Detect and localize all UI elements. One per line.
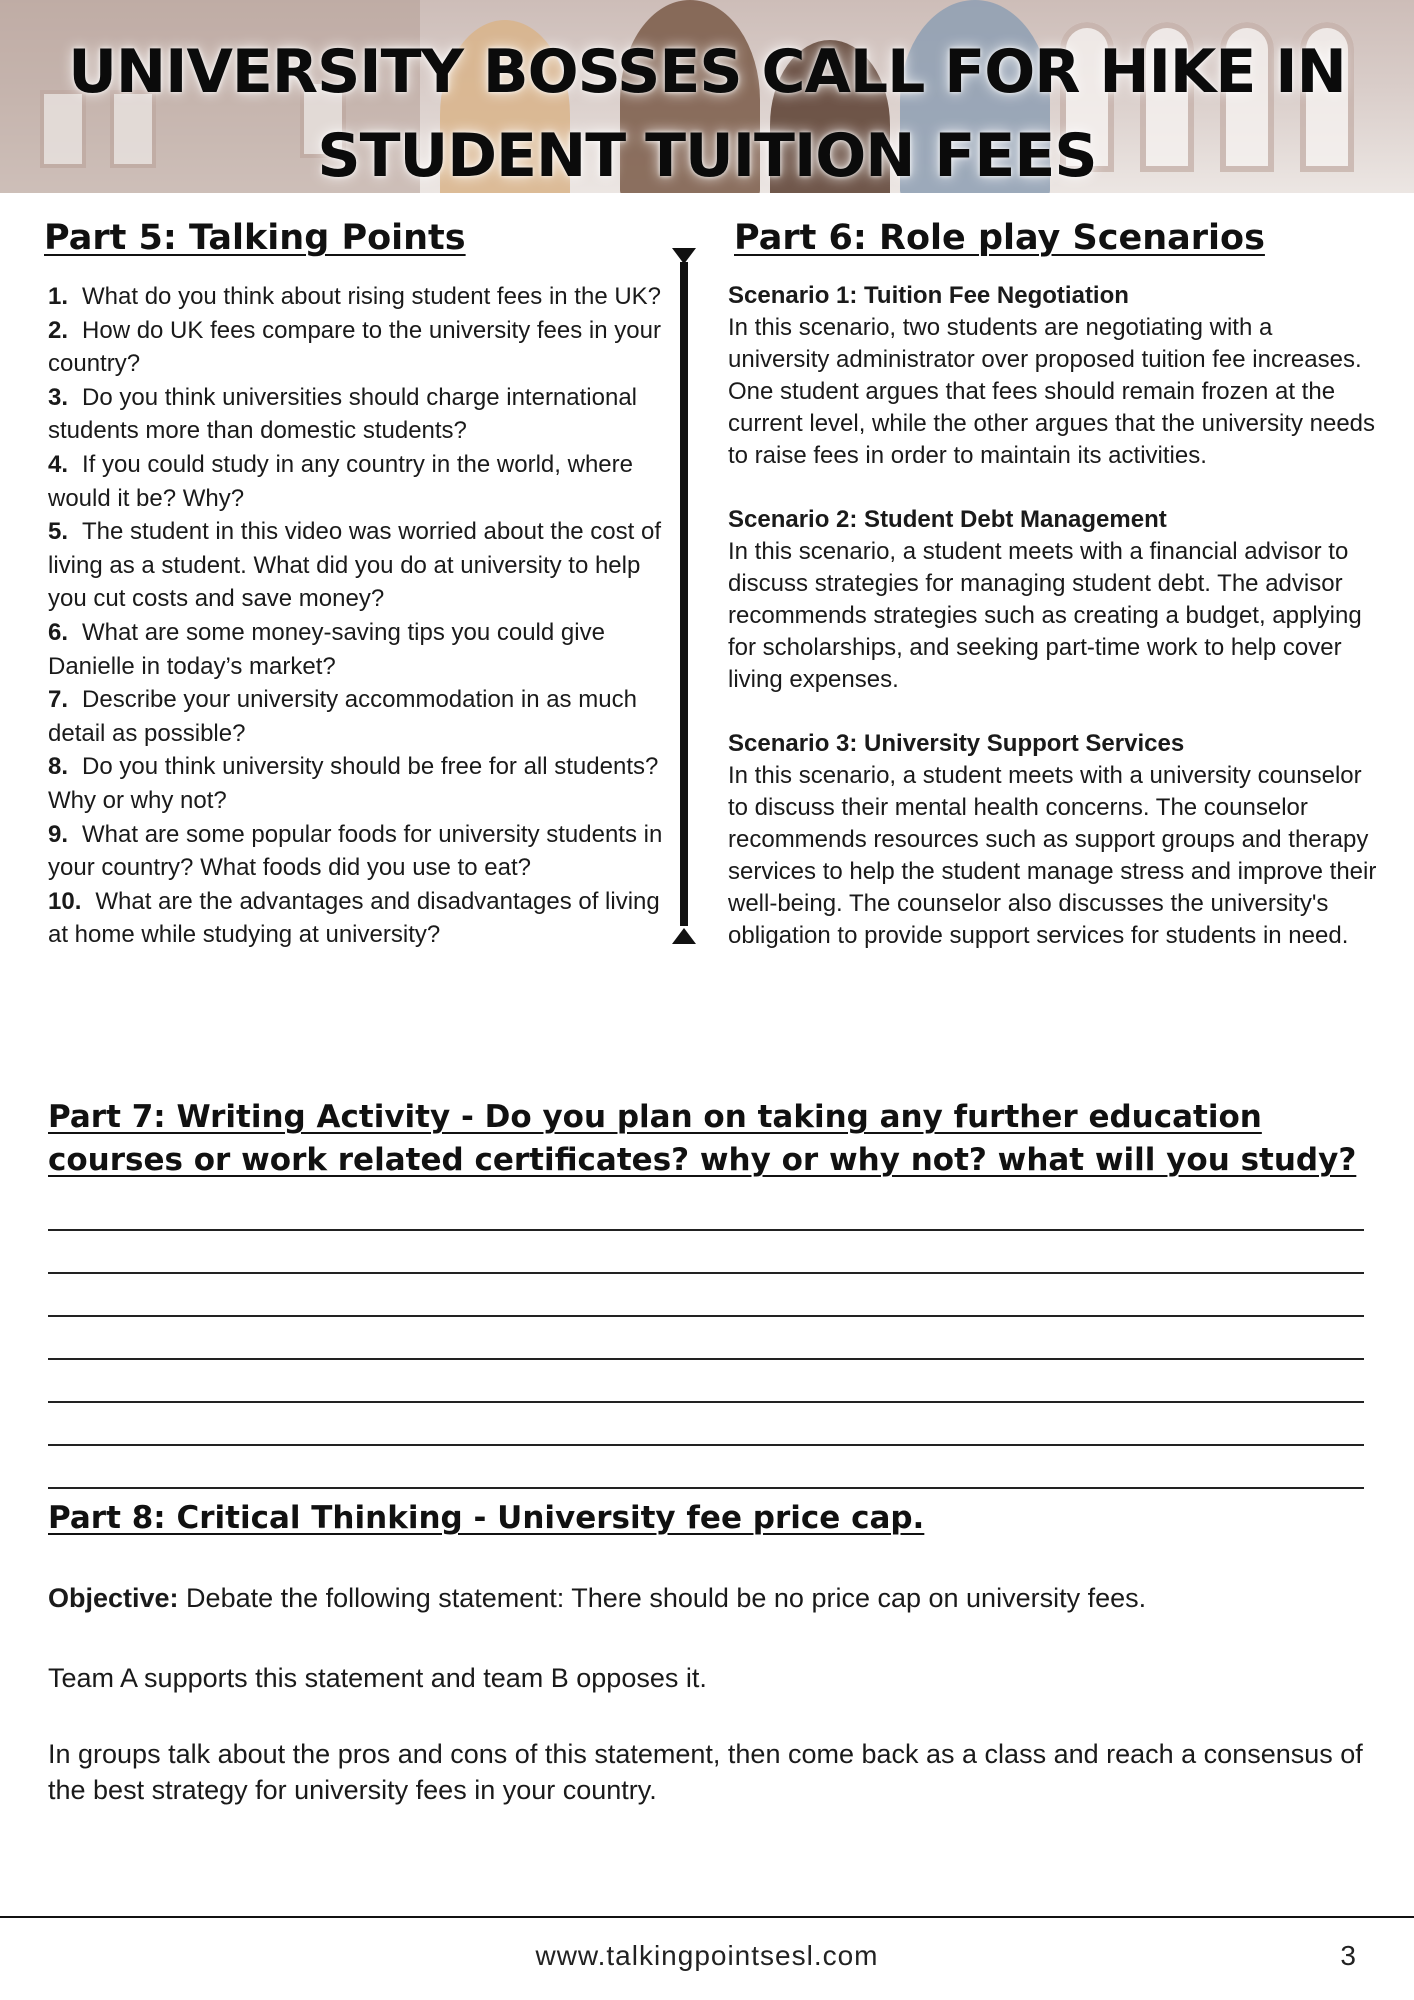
talking-point-text: The student in this video was worried about the cost of living as a student. What did you do at university to help you cut costs and save money?: [48, 518, 662, 613]
talking-point: [48, 515, 678, 616]
talking-point-number: 4.: [48, 450, 69, 478]
talking-point-number: 6.: [48, 618, 69, 646]
page-title-line-1: UNIVERSITY BOSSES CALL FOR HIKE IN: [68, 37, 1346, 107]
talking-point: [48, 381, 678, 448]
objective-statement: Debate the following statement: There should be no price cap on university fees.: [178, 1583, 1147, 1613]
scenario-title: Scenario 3: University Support Services: [728, 730, 1185, 757]
part6-heading: Part 6: Role play Scenarios: [734, 218, 1265, 258]
column-divider: [672, 248, 696, 944]
part8-heading: Part 8: Critical Thinking - University fee price cap.: [48, 1500, 925, 1536]
talking-point-number: 9.: [48, 820, 69, 848]
talking-point-number: 10.: [48, 887, 82, 915]
talking-point-text: Describe your university accommodation in as much detail as possible?: [48, 686, 637, 747]
objective-label: Objective:: [48, 1583, 179, 1613]
talking-point-text: What are the advantages and disadvantages of living at home while studying at university?: [48, 887, 660, 949]
part7-heading: Part 7: Writing Activity - Do you plan on taking any further education courses or work related certificates? why or why not? what will you study?: [48, 1099, 1357, 1178]
talking-point-number: 5.: [48, 518, 69, 546]
footer-divider: [0, 1916, 1414, 1918]
talking-point-number: 8.: [48, 753, 69, 781]
talking-point-text: What do you think about rising student fees in the UK?: [82, 283, 662, 310]
talking-point-text: If you could study in any country in the world, where would it be? Why?: [48, 450, 633, 512]
talking-point: [48, 280, 678, 314]
writing-line[interactable]: [48, 1360, 1364, 1403]
instructions-text: In groups talk about the pros and cons of this statement, then come back as a class and reach a consensus of the best strategy for university fees in your country.: [48, 1739, 1363, 1805]
talking-point: [48, 683, 678, 750]
role-play-scenarios: [728, 280, 1378, 984]
writing-line[interactable]: [48, 1274, 1364, 1317]
writing-line[interactable]: [48, 1317, 1364, 1360]
talking-point: [48, 314, 678, 381]
teams-text: Team A supports this statement and team B opposes it.: [48, 1663, 707, 1693]
talking-point-number: 2.: [48, 316, 69, 344]
talking-point-text: What are some money-saving tips you could give Danielle in today’s market?: [48, 618, 605, 680]
talking-point-text: What are some popular foods for university students in your country? What foods did you use to eat?: [48, 820, 663, 882]
writing-lines[interactable]: [48, 1188, 1364, 1489]
talking-points-list: [48, 280, 678, 952]
talking-point-text: How do UK fees compare to the university fees in your country?: [48, 316, 661, 378]
writing-line[interactable]: [48, 1403, 1364, 1446]
writing-line[interactable]: [48, 1231, 1364, 1274]
talking-point: [48, 448, 678, 515]
talking-point-text: Do you think university should be free for all students? Why or why not?: [48, 753, 659, 814]
scenario-title: Scenario 1: Tuition Fee Negotiation: [728, 282, 1129, 309]
scenario-body: In this scenario, a student meets with a university counselor to discuss their mental health concerns. The counselor recommends resources such as support groups and therapy services to help the student manage stress and improve their well-being. The counselor also discusses the university's obligation to provide support services for students in need.: [728, 762, 1377, 949]
talking-point: [48, 885, 678, 952]
talking-point-text: Do you think universities should charge international students more than domestic students?: [48, 383, 638, 445]
writing-line[interactable]: [48, 1446, 1364, 1489]
divider-shaft: [680, 262, 688, 926]
scenario-body: In this scenario, two students are negotiating with a university administrator over proposed tuition fee increases. One student argues that fees should remain frozen at the current level, while the other argues that the university needs to raise fees in order to maintain its activities.: [728, 314, 1376, 469]
header-banner: [0, 0, 1414, 193]
scenario-3: [728, 728, 1378, 952]
footer-url: www.talkingpointsesl.com: [535, 1940, 879, 1971]
talking-point: [48, 750, 678, 817]
page-title-line-2: STUDENT TUITION FEES: [317, 121, 1097, 191]
objective-text: [48, 1580, 1368, 1616]
scenario-body: In this scenario, a student meets with a financial advisor to discuss strategies for managing student debt. The advisor recommends strategies such as creating a budget, applying for scholarships, and seeking part-time work to help cover living expenses.: [728, 538, 1362, 693]
talking-point-number: 7.: [48, 686, 69, 714]
page-number: 3: [1340, 1940, 1356, 1971]
divider-cap-bottom: [672, 928, 696, 944]
talking-point: [48, 616, 678, 683]
scenario-2: [728, 504, 1378, 696]
scenario-1: [728, 280, 1378, 472]
scenario-title: Scenario 2: Student Debt Management: [728, 506, 1167, 533]
writing-line[interactable]: [48, 1188, 1364, 1231]
page-title: [0, 30, 1414, 193]
talking-point-number: 3.: [48, 383, 69, 411]
talking-point-number: 1.: [48, 283, 69, 310]
talking-point: [48, 818, 678, 885]
part5-heading: Part 5: Talking Points: [44, 218, 466, 258]
